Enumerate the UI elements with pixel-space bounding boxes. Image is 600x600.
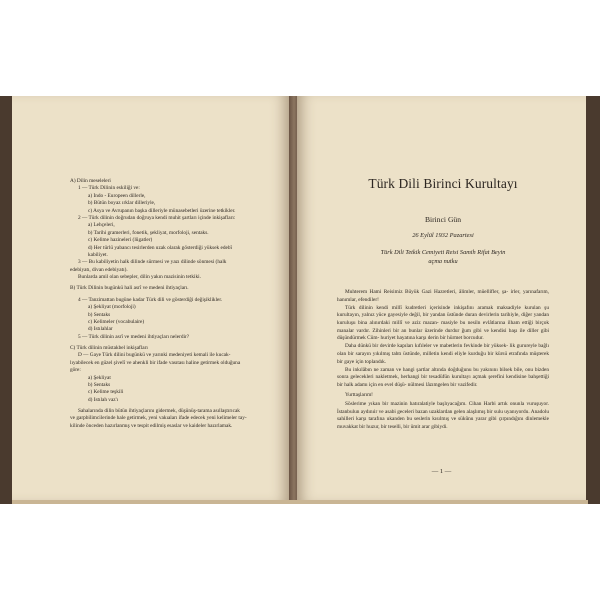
text-line: a) Lehçeleri,: [88, 222, 115, 229]
text-line: d) Istılah vaz'ı: [88, 396, 119, 403]
text-line: lıyabilecek en güzel şivelî ve ahenkli bir ifade vasıtası haline getirmek olduğuna: [70, 359, 241, 366]
paragraph: Daha dünkü bir devirde kapıları kıfıleler ve mabetlerin fevkinde bir yüksek- lik gurureyle bağlı olan bir sarayın yıkılmış tahtı üstünde, milletin kendi eliyle kurduğu bir kürsü etrafında müşterek bir gaye için toplandık.: [337, 343, 549, 365]
speech-heading-line-1: Türk Dili Tetkik Cemiyeti Reisi Samih Rifat Beyin: [380, 249, 506, 256]
paragraph: Türk dilinin kendi millî kudretleri içerisinde inkişafını aramak maksadiyle kurulan şu kurultayın, yalnız yüce gayesiyle değil, bir yandan üstünde duran devirlerin tarihiyle, diğer yandan kuruluşu bina alınırdaki millî ve aziz mazan- masiyle bu nesiln evlâtlarına ilham ettiği birçok manalar vardır. Zihinleri bir an bunlar üzerinde durdur ğum gibi ve kendisi başı ile diller gibi düşündürmek Cüm- huriyet hayatına karşı derin bir hürmet borcudur.: [337, 304, 549, 342]
text-line: ve garpbilimcilerinde hale getirmek, yeni vakıaları ifade edecek yeni kelimeler tay-: [70, 415, 247, 422]
speech-heading-line-2: açma nutku: [428, 258, 458, 265]
text-line: 1 — Türk Dilinin eskiliği ve:: [78, 185, 140, 192]
date-line: 26 Eylül 1932 Pazartesi: [412, 232, 474, 239]
text-line: a) Şekliyat (morfoloji): [88, 304, 136, 311]
page-number: — 1 —: [431, 468, 452, 475]
text-line: Sahalarında dilin bütün ihtiyaçlarını gidermek, düşünüş-tarama asıllaştırıcak: [78, 407, 240, 414]
page-edges: [12, 500, 588, 504]
text-line: c) Kelimeler (vocabulaire): [88, 318, 145, 325]
text-line: c) Asya ve Avrupanın başka dilleriyle münasebetleri üzerine tetkikler.: [88, 207, 236, 214]
text-line: kilinde önceden hazırlanmış ve tespit edilmiş esaslar ve kaideler hazırlamak.: [70, 422, 233, 429]
paragraph: Bu inkılâbın ne zaman ve hangi şartlar altında doğduğunu bu yakınını bilsek bile, onu bizden sonra gelecekleri nakletmek, herhangi bir tesadüfün kurultayı açmak şerefini kendisine bahşettiği bir halk adamı için en evel düşü- nülmesi lâzımgelen bir vazifedir.: [337, 366, 549, 388]
page-title: Türk Dili Birinci Kurultayı: [368, 176, 518, 191]
address-line: Yurttaşlarım!: [345, 391, 373, 398]
text-line: c) Kelime hazineleri (lûgatler): [88, 237, 153, 244]
paragraph: Muhterem Hami Reisimiz Büyük Gazi Hazretleri, âlimler, müellifler, şa- irler, yarınafarım, hanımlar, efendiler!: [337, 289, 549, 303]
text-line: edebiyatı, divan edebiyatı).: [70, 266, 128, 273]
text-line: b) Sentaks: [88, 381, 111, 388]
right-page-text: [337, 176, 549, 432]
text-line: A) Dilin meseleleri: [70, 178, 111, 184]
text-line: 5 — Türk dilinin asrî ve medeni ihtiyaçları nelerdir?: [78, 333, 190, 340]
text-line: göre:: [70, 367, 81, 374]
right-page: [297, 96, 586, 500]
text-line: 4 — Tanzimattan bugüne kadar Türk dili ve gösterdiği değişiklikler.: [78, 296, 223, 303]
text-line: B) Türk Dilinin bugünkü hali asrî ve medeni ihtiyaçları.: [70, 285, 189, 292]
text-line: d) Istılahlar: [88, 326, 113, 333]
text-line: b) Sentaks: [88, 311, 111, 318]
text-line: b) Bütün boyaz ırklar dilleriyle,: [88, 200, 156, 207]
left-page: [12, 96, 291, 500]
text-line: d) Her türlü yabancı tesirlerden uzak olarak gösterdiği yüksek edebî: [88, 244, 232, 251]
day-heading: Birinci Gün: [424, 215, 462, 224]
text-line: 2 — Türk dilinin doğrudan doğruya kendi muhit şartları içinde inkişafları:: [78, 215, 236, 222]
text-line: C) Türk dilinin müstakbel inkişafları: [70, 344, 148, 351]
text-line: b) Tarihi gramerleri, fonetik, şekliyat, morfoloji, sentaks.: [88, 229, 209, 236]
text-line: Bunlarda amil olan sebepler, dilin yakın mazisinin tetkiki.: [78, 274, 201, 281]
text-line: a) Şekliyat: [88, 374, 111, 381]
paragraph: Söslerime yıkan bir mazinin hatıralatiyle başlıyacağım. Cihan Harbi artık onunla vuruşuyor. İstanbulun aydınıir ve asabi geceleri bazan uzaklardan gelen alaşlımış bir sulu uyanıyordu. Anadolu sahilleri karşı tarafına ukanden bu seslerin kısılmış ve sükûnu yarar gibi çırpındığını dinlemekle muvakkat bir huzur, bir teselli, bir ümit arar gibiydi.: [337, 401, 549, 430]
text-line: D — Gaye Türk dilini bugünkü ve yarınki medeniyeti kemali ile kucak-: [78, 352, 231, 359]
open-book: [0, 96, 600, 504]
text-line: c) Kelime teşkili: [88, 389, 124, 396]
text-line: 3 — Bu kabiliyetin halk dilinde sürmesi ve yazı dilinde sönmesi (halk: [78, 259, 227, 266]
text-line: a) İndo - Europeen dillerle,: [88, 192, 146, 199]
left-page-text: [70, 178, 285, 430]
speech-heading: [337, 248, 549, 266]
text-line: kabiliyet.: [88, 252, 108, 259]
speech-body: [337, 289, 549, 431]
